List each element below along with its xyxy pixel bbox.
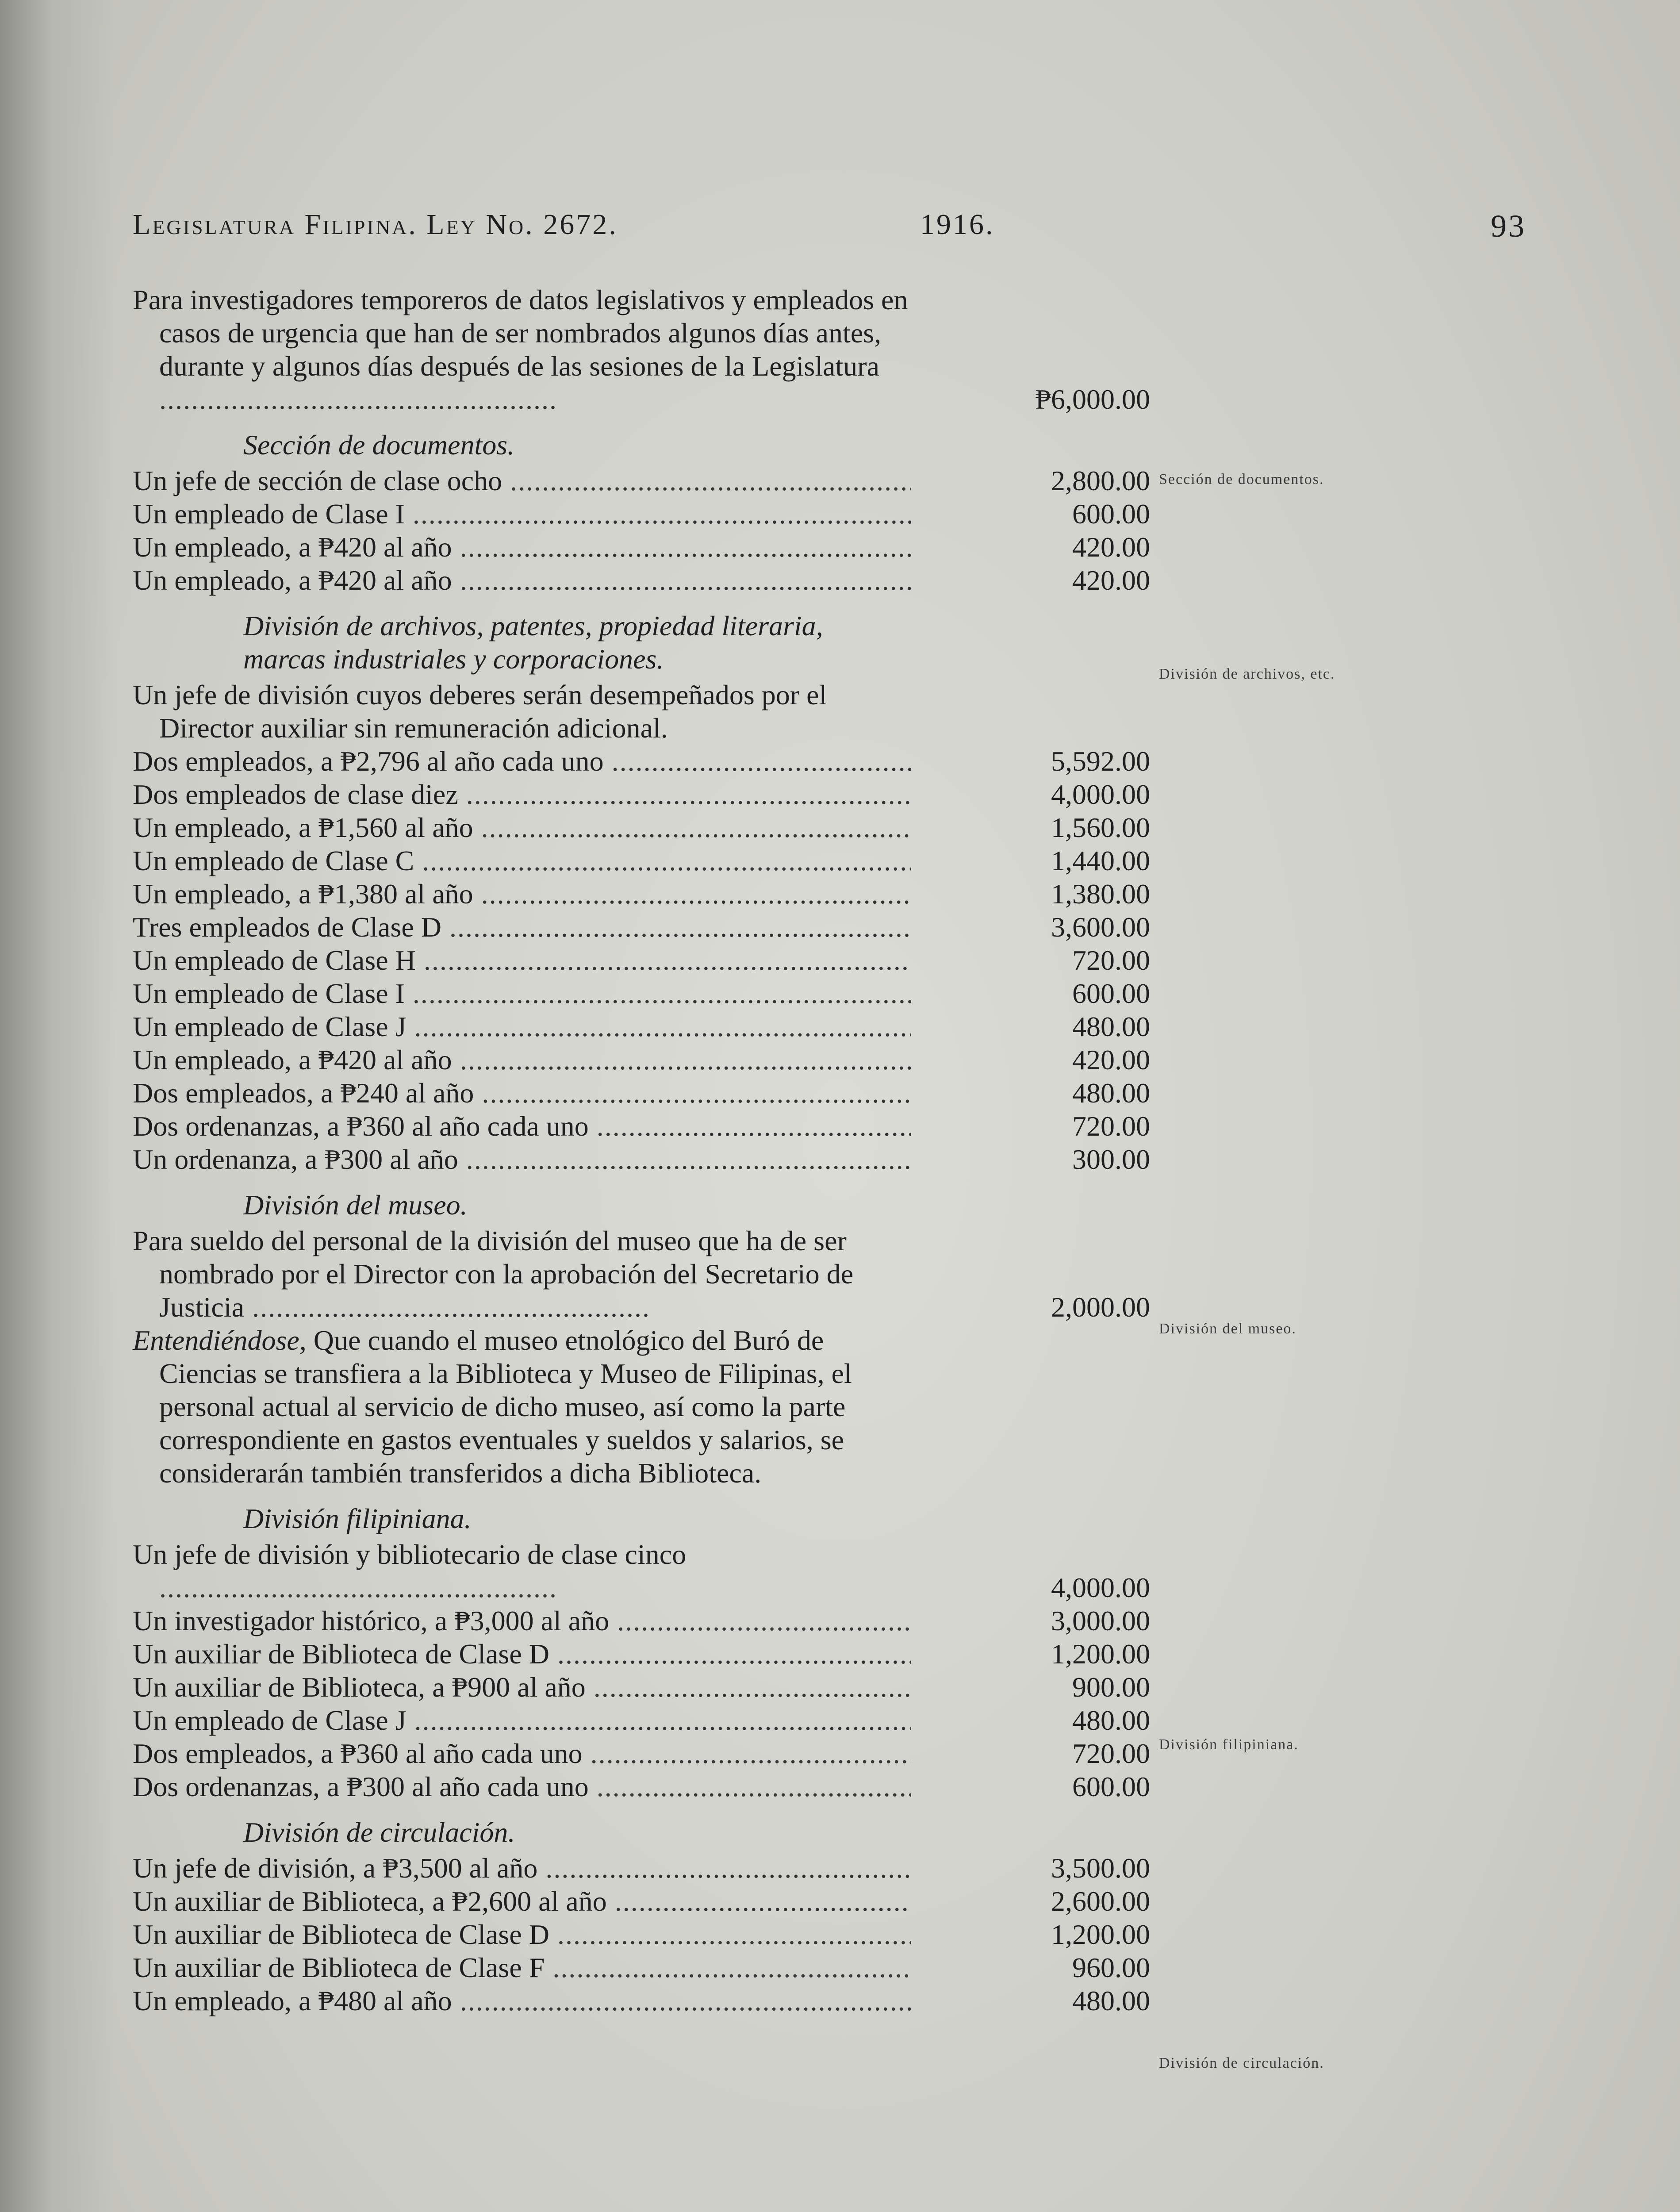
line-item <box>133 1737 1150 1770</box>
section-heading: División filipiniana. <box>243 1503 472 1534</box>
line-item-text: Un empleado, a ₱420 al año ..... <box>133 1043 911 1076</box>
line-item-text: Un jefe de sección de clase ocho ..... <box>133 464 911 497</box>
line-item-amount: 420.00 <box>1072 1044 1150 1075</box>
line-item <box>133 1704 1150 1737</box>
line-item-amount: 720.00 <box>1072 1738 1150 1769</box>
section-lead-text <box>133 678 911 745</box>
line-item-amount: 900.00 <box>1072 1671 1150 1703</box>
line-item-text: Un investigador histórico, a ₱3,000 al año ..... <box>133 1604 911 1637</box>
line-item-text: Un auxiliar de Biblioteca de Clase D ..... <box>133 1918 911 1951</box>
line-item-amount: 1,200.00 <box>1051 1638 1150 1670</box>
line-item-amount: 480.00 <box>1072 1985 1150 2016</box>
margin-note: División de circulación. <box>1159 2055 1324 2071</box>
line-item-text: Para sueldo del personal de la división del museo que ha de ser nombrado por el Director con la aprobación del Secretario de Justicia ..... <box>133 1224 911 1324</box>
line-item-text: Dos empleados, a ₱360 al año cada uno ..... <box>133 1737 911 1770</box>
margin-note: División del museo. <box>1159 1321 1296 1337</box>
page-number: 93 <box>1491 208 1526 244</box>
intro-text: Para investigadores temporeros de datos legislativos y empleados en casos de urgencia que han de ser nombrados algunos días antes, durante y algunos días después de las sesiones de la Legislatura ..... <box>133 283 911 416</box>
line-item <box>133 464 1150 497</box>
line-item-amount: 420.00 <box>1072 565 1150 596</box>
line-item-amount: 2,000.00 <box>1051 1291 1150 1323</box>
line-item-amount: 4,000.00 <box>1051 1572 1150 1603</box>
line-item <box>133 1224 1150 1324</box>
line-item-amount: 1,380.00 <box>1051 878 1150 910</box>
line-item <box>133 1851 1150 1885</box>
margin-note: División filipiniana. <box>1159 1736 1299 1753</box>
line-item-amount: 1,560.00 <box>1051 812 1150 843</box>
line-item-amount: 720.00 <box>1072 945 1150 976</box>
proviso-lead: Entendiéndose, <box>133 1325 307 1356</box>
line-item <box>133 811 1150 844</box>
line-item <box>133 1770 1150 1803</box>
line-item <box>133 1951 1150 1984</box>
line-item <box>133 910 1150 944</box>
line-item <box>133 1637 1150 1671</box>
line-item <box>133 497 1150 530</box>
line-item-text: Un empleado de Clase J ..... <box>133 1704 911 1737</box>
proviso-note <box>133 1324 911 1490</box>
intro-item <box>133 283 1150 416</box>
intro-amount: ₱6,000.00 <box>1035 384 1150 415</box>
line-item <box>133 530 1150 564</box>
line-item-text: Un empleado de Clase J ..... <box>133 1010 911 1043</box>
line-item <box>133 1671 1150 1704</box>
line-item-text: Un empleado de Clase I ..... <box>133 497 911 530</box>
line-item <box>133 564 1150 597</box>
line-item-text: Un jefe de división y bibliotecario de clase cinco ..... <box>133 1538 911 1604</box>
line-item-amount: 3,000.00 <box>1051 1605 1150 1636</box>
line-item-text: Un empleado, a ₱420 al año ..... <box>133 564 911 597</box>
line-item-text: Un empleado, a ₱420 al año ..... <box>133 530 911 564</box>
line-item-text: Un auxiliar de Biblioteca, a ₱2,600 al año ..... <box>133 1885 911 1918</box>
line-item-text: Un empleado, a ₱480 al año ..... <box>133 1984 911 2017</box>
line-item-text: Tres empleados de Clase D ..... <box>133 910 911 944</box>
section-heading: División de archivos, patentes, propiedad literaria, marcas industriales y corporaciones. <box>243 610 823 675</box>
line-item-amount: 2,600.00 <box>1051 1886 1150 1917</box>
appropriation-list <box>133 283 1150 2017</box>
line-item-amount: 420.00 <box>1072 531 1150 563</box>
line-item-text: Dos empleados de clase diez ..... <box>133 778 911 811</box>
line-item <box>133 1538 1150 1604</box>
line-item-text: Dos empleados, a ₱2,796 al año cada uno ..... <box>133 745 911 778</box>
line-item-amount: 4,000.00 <box>1051 779 1150 810</box>
line-item-amount: 1,440.00 <box>1051 845 1150 876</box>
line-item-text: Un auxiliar de Biblioteca de Clase D ..... <box>133 1637 911 1671</box>
line-item <box>133 1110 1150 1143</box>
line-item-amount: 720.00 <box>1072 1110 1150 1142</box>
section-heading: Sección de documentos. <box>243 429 515 461</box>
running-title: Legislatura Filipina. Ley No. 2672. <box>133 208 618 241</box>
line-item-text: Un empleado, a ₱1,560 al año ..... <box>133 811 911 844</box>
line-item-amount: 300.00 <box>1072 1144 1150 1175</box>
line-item <box>133 1010 1150 1043</box>
line-item-amount: 480.00 <box>1072 1705 1150 1736</box>
line-item <box>133 778 1150 811</box>
line-item <box>133 977 1150 1010</box>
line-item-amount: 3,500.00 <box>1051 1852 1150 1884</box>
line-item-amount: 600.00 <box>1072 978 1150 1009</box>
line-item <box>133 1604 1150 1637</box>
line-item <box>133 745 1150 778</box>
line-item-text: Dos empleados, a ₱240 al año ..... <box>133 1076 911 1110</box>
line-item-amount: 480.00 <box>1072 1077 1150 1109</box>
line-item-amount: 3,600.00 <box>1051 911 1150 943</box>
section-heading: División del museo. <box>243 1189 468 1221</box>
line-item <box>133 877 1150 910</box>
line-item <box>133 844 1150 877</box>
line-item-amount: 5,592.00 <box>1051 745 1150 777</box>
line-item-amount: 2,800.00 <box>1051 465 1150 496</box>
line-item <box>133 1043 1150 1076</box>
line-item-text: Un jefe de división, a ₱3,500 al año ..... <box>133 1851 911 1885</box>
line-item <box>133 1143 1150 1176</box>
line-item-text: Dos ordenanzas, a ₱300 al año cada uno ..... <box>133 1770 911 1803</box>
line-item <box>133 944 1150 977</box>
section-heading: División de circulación. <box>243 1816 515 1848</box>
line-item <box>133 1918 1150 1951</box>
line-item-amount: 960.00 <box>1072 1952 1150 1983</box>
line-item-text: Un auxiliar de Biblioteca de Clase F ..... <box>133 1951 911 1984</box>
lead-text: Un jefe de división cuyos deberes serán desempeñados por el Director auxiliar sin remuneración adicional. <box>133 679 827 744</box>
margin-note: División de archivos, etc. <box>1159 666 1335 682</box>
line-item-amount: 600.00 <box>1072 1771 1150 1802</box>
line-item-text: Un empleado de Clase C ..... <box>133 844 911 877</box>
line-item <box>133 1984 1150 2017</box>
line-item-text: Un auxiliar de Biblioteca, a ₱900 al año ..... <box>133 1671 911 1704</box>
header-year: 1916. <box>920 208 995 241</box>
line-item <box>133 1885 1150 1918</box>
line-item-text: Un empleado de Clase H ..... <box>133 944 911 977</box>
proviso-text: Que cuando el museo etnológico del Buró de Ciencias se transfiera a la Biblioteca y Museo de Filipinas, el personal actual al servicio de dicho museo, así como la parte correspondiente en gastos eventuales y sueldos y salarios, se considerarán también transferidos a dicha Biblioteca. <box>159 1325 852 1489</box>
line-item-text: Dos ordenanzas, a ₱360 al año cada uno ..... <box>133 1110 911 1143</box>
binding-shadow <box>0 0 115 2212</box>
line-item-text: Un empleado de Clase I ..... <box>133 977 911 1010</box>
line-item-text: Un ordenanza, a ₱300 al año ..... <box>133 1143 911 1176</box>
line-item-amount: 1,200.00 <box>1051 1919 1150 1950</box>
page-header <box>133 208 1526 257</box>
line-item-amount: 600.00 <box>1072 498 1150 530</box>
margin-note: Sección de documentos. <box>1159 471 1324 488</box>
line-item <box>133 1076 1150 1110</box>
line-item-amount: 480.00 <box>1072 1011 1150 1042</box>
line-item-text: Un empleado, a ₱1,380 al año ..... <box>133 877 911 910</box>
